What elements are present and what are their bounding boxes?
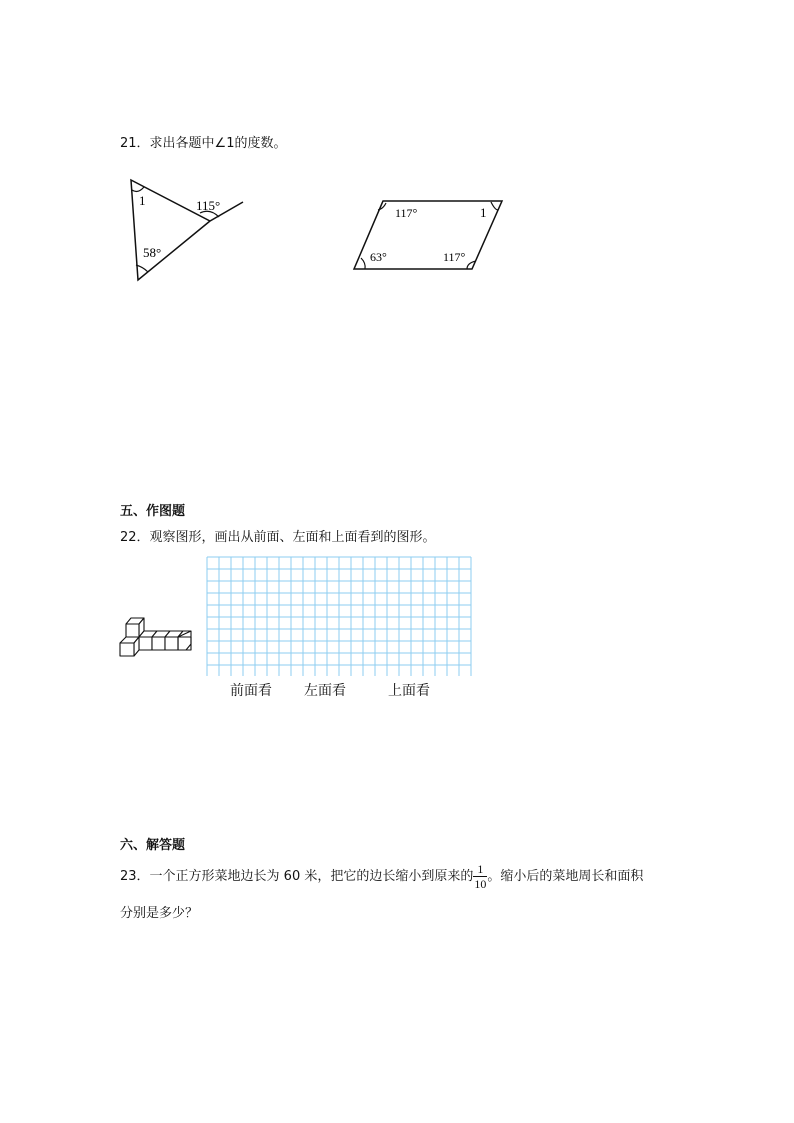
cube-structure-figure xyxy=(118,612,198,660)
label-front-view: 前面看 xyxy=(230,684,272,699)
triangle-outline xyxy=(131,180,243,280)
angle-1-arc xyxy=(132,187,144,191)
triangle-angle-1-label: 1 xyxy=(139,193,146,208)
triangle-angle-58-label: 58° xyxy=(143,245,162,260)
fraction-numerator: 1 xyxy=(477,862,484,876)
q23-line1 xyxy=(120,862,643,892)
parallelogram-bottom-left-label: 63° xyxy=(370,250,387,264)
parallelogram-bottom-right-label: 117° xyxy=(443,250,466,264)
section-6-title: 六、解答题 xyxy=(120,838,186,853)
q23-line2: 分别是多少？ xyxy=(120,906,199,921)
q23-text-after: 。缩小后的菜地周长和面积 xyxy=(487,869,644,884)
parallelogram-top-left-label: 117° xyxy=(395,206,418,220)
parallelogram-figure xyxy=(350,195,510,275)
q23-fraction xyxy=(473,862,487,891)
angle-top-right-arc xyxy=(491,202,498,210)
label-left-view: 左面看 xyxy=(304,684,346,699)
q21-text: 21．求出各题中∠1的度数。 xyxy=(120,136,287,151)
section-5-title: 五、作图题 xyxy=(120,504,186,519)
triangle-exterior-angle-label: 115° xyxy=(196,198,221,213)
q22-text: 22．观察图形，画出从前面、左面和上面看到的图形。 xyxy=(120,530,436,545)
parallelogram-top-right-label: 1 xyxy=(480,205,487,220)
angle-bottom-left-arc xyxy=(361,258,365,269)
q23-text-before: 23．一个正方形菜地边长为 60 米，把它的边长缩小到原来的 xyxy=(120,869,474,884)
grid-lines xyxy=(207,557,471,676)
label-top-view: 上面看 xyxy=(388,684,430,699)
fraction-denominator: 10 xyxy=(474,877,487,891)
triangle-figure xyxy=(120,170,260,290)
drawing-grid[interactable] xyxy=(206,556,472,676)
